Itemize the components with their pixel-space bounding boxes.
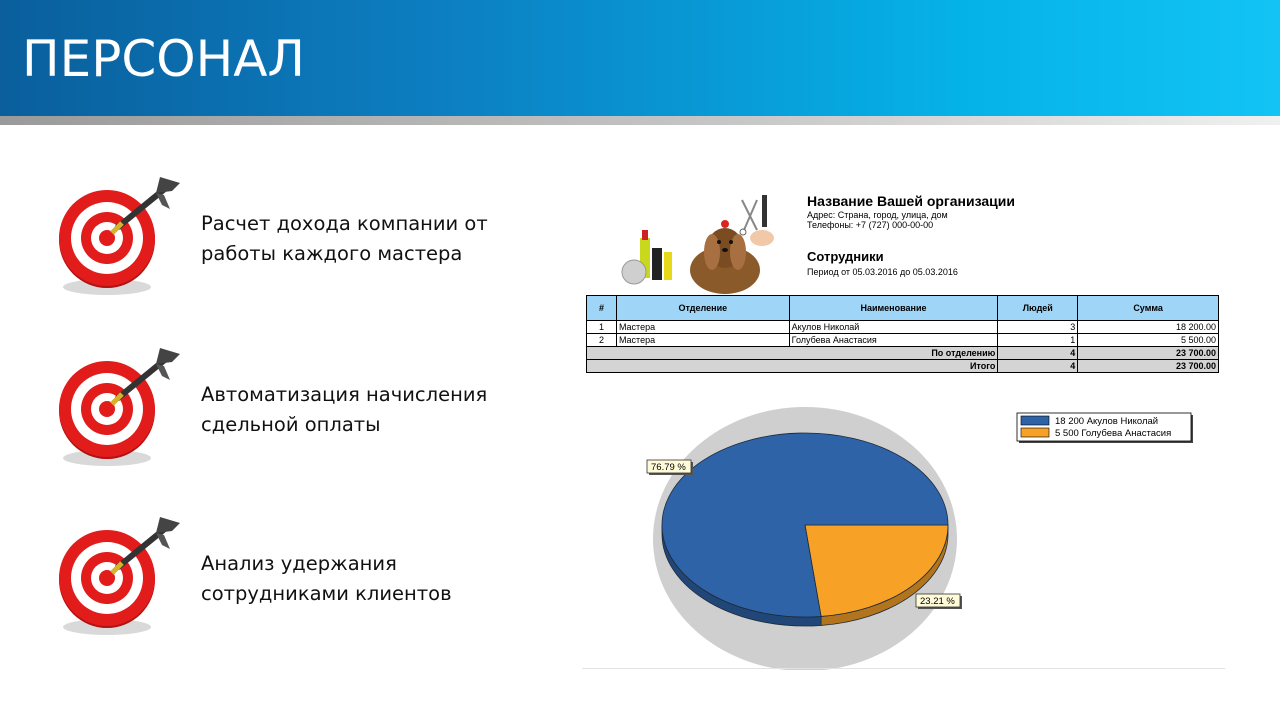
page-title: ПЕРСОНАЛ [22,30,306,88]
pie-label-1: 76.79 % [651,462,686,473]
report-preview [582,185,1227,670]
cell-sum: 5 500.00 [1078,334,1219,347]
pie-chart [582,185,1227,670]
subtotal-label: По отделению [587,347,998,360]
cell-name: Акулов Николай [789,321,998,334]
col-header-dept: Отделение [616,296,789,321]
header-banner [0,0,1280,116]
feature-item-1 [52,165,522,305]
legend-swatch-2 [1021,428,1049,437]
legend-swatch-1 [1021,416,1049,425]
header-divider [0,116,1280,125]
subtotal-people: 4 [998,347,1078,360]
col-header-name: Наименование [789,296,998,321]
cell-dept: Мастера [616,334,789,347]
legend-entry-1: 18 200 Акулов Николай [1055,416,1159,427]
cell-people: 1 [998,334,1078,347]
subtotal-sum: 23 700.00 [1078,347,1219,360]
cell-num: 2 [587,334,617,347]
total-people: 4 [998,360,1078,373]
total-sum: 23 700.00 [1078,360,1219,373]
cell-sum: 18 200.00 [1078,321,1219,334]
col-header-sum: Сумма [1078,296,1219,321]
feature-text-2-line1: Автоматизация начисления [201,383,488,406]
org-name: Название Вашей организации [807,193,1015,209]
cell-name: Голубева Анастасия [789,334,998,347]
org-phones: Телефоны: +7 (727) 000-00-00 [807,220,934,230]
report-period: Период от 05.03.2016 до 05.03.2016 [807,267,958,277]
cell-people: 3 [998,321,1078,334]
dart-target-icon [52,336,192,476]
cell-dept: Мастера [616,321,789,334]
col-header-people: Людей [998,296,1078,321]
col-header-num: # [587,296,617,321]
feature-text-3-line2: сотрудниками клиентов [201,582,452,605]
dart-target-icon [52,165,192,305]
report-title: Сотрудники [807,249,884,264]
total-label: Итого [587,360,998,373]
feature-text-2-line2: сдельной оплаты [201,413,381,436]
legend-entry-2: 5 500 Голубева Анастасия [1055,428,1172,439]
cell-num: 1 [587,321,617,334]
org-address: Адрес: Страна, город, улица, дом [807,210,948,220]
report-bottom-divider [582,668,1225,669]
dart-target-icon [52,505,192,645]
pie-label-2: 23.21 % [920,596,955,607]
feature-text-3-line1: Анализ удержания [201,552,397,575]
feature-text-1-line1: Расчет дохода компании от [201,212,488,235]
feature-item-3 [52,505,522,645]
feature-text-1-line2: работы каждого мастера [201,242,463,265]
feature-item-2 [52,336,522,476]
